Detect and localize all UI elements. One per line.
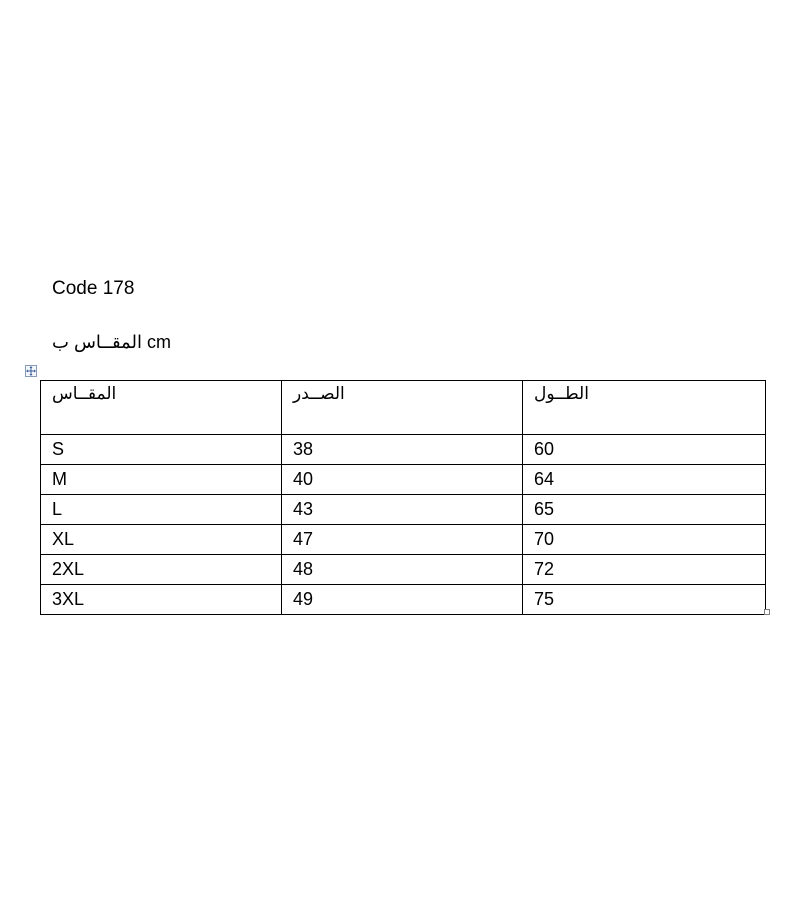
- table-row: [41, 465, 766, 495]
- header-length: الطــول: [523, 381, 766, 435]
- size-chart-table: [40, 380, 766, 615]
- cell-size: 2XL: [41, 555, 282, 585]
- cell-length: 65: [523, 495, 766, 525]
- table-row: [41, 435, 766, 465]
- header-chest: الصــدر: [282, 381, 523, 435]
- cell-length: 72: [523, 555, 766, 585]
- table-row: [41, 585, 766, 615]
- cell-size: 3XL: [41, 585, 282, 615]
- cell-length: 60: [523, 435, 766, 465]
- header-size: المقــاس: [41, 381, 282, 435]
- cell-length: 70: [523, 525, 766, 555]
- cell-size: XL: [41, 525, 282, 555]
- cell-size: S: [41, 435, 282, 465]
- cell-chest: 48: [282, 555, 523, 585]
- cell-chest: 40: [282, 465, 523, 495]
- unit-caption: المقــاس ب cm: [52, 332, 171, 352]
- cell-length: 64: [523, 465, 766, 495]
- cell-chest: 43: [282, 495, 523, 525]
- table-header-row: [41, 381, 766, 435]
- cell-length: 75: [523, 585, 766, 615]
- table-row: [41, 555, 766, 585]
- table-row: [41, 525, 766, 555]
- cell-chest: 49: [282, 585, 523, 615]
- table-row: [41, 495, 766, 525]
- cell-size: L: [41, 495, 282, 525]
- cell-chest: 47: [282, 525, 523, 555]
- resize-square-icon[interactable]: [764, 609, 770, 615]
- cell-chest: 38: [282, 435, 523, 465]
- move-arrows-icon[interactable]: [25, 365, 37, 377]
- cell-size: M: [41, 465, 282, 495]
- product-code-title: Code 178: [52, 278, 135, 299]
